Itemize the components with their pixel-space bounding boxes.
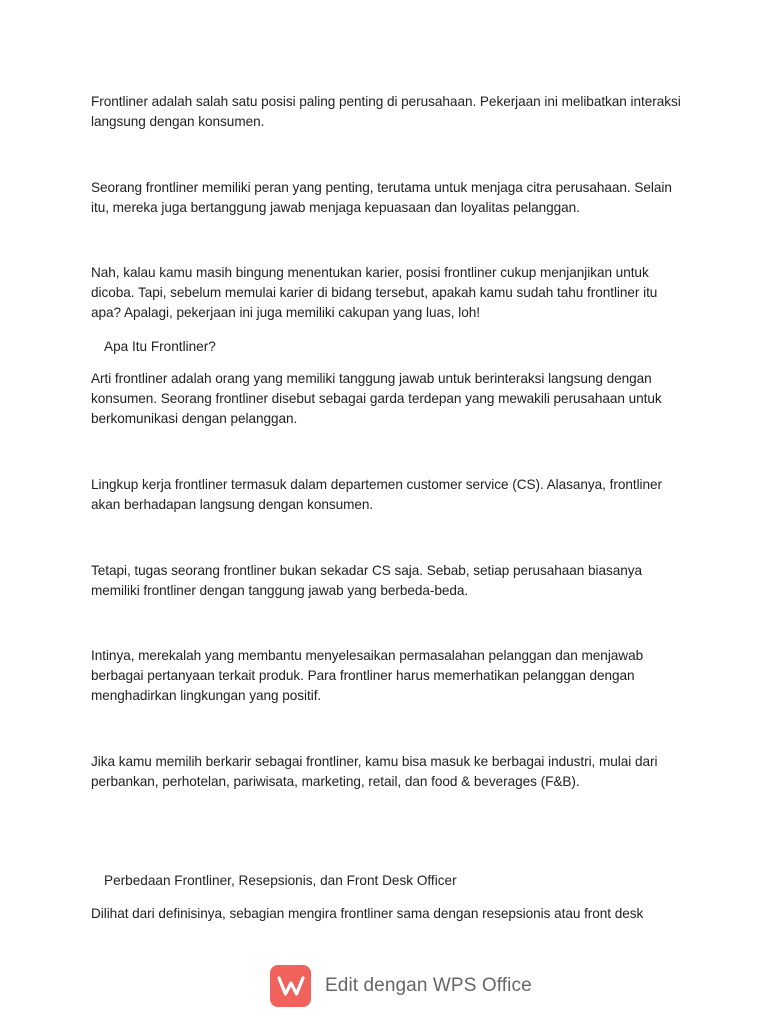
paragraph-industries: Jika kamu memilih berkarir sebagai frontliner, kamu bisa masuk ke berbagai industri, mulai dari perbankan, perhotelan, pariwisata, marketing, retail, dan food & beverages (F&B). <box>91 754 658 789</box>
paragraph-essence: Intinya, merekalah yang membantu menyelesaikan permasalahan pelanggan dan menjawab berbagai pertanyaan terkait produk. Para frontliner harus memerhatikan pelanggan dengan menghadirkan lingkungan yang positif. <box>91 648 644 703</box>
paragraph-duties: Tetapi, tugas seorang frontliner bukan sekadar CS saja. Sebab, setiap perusahaan biasanya memiliki frontliner dengan tanggung jawab yang berbeda-beda. <box>91 563 642 598</box>
wps-edit-label[interactable]: Edit dengan WPS Office <box>325 975 532 996</box>
heading-what-is-frontliner: Apa Itu Frontliner? <box>104 339 216 354</box>
heading-differences: Perbedaan Frontliner, Resepsionis, dan Front Desk Officer <box>104 873 457 888</box>
paragraph-intro: Frontliner adalah salah satu posisi paling penting di perusahaan. Pekerjaan ini melibatkan interaksi langsung dengan konsumen. <box>91 94 681 129</box>
wps-edit-banner[interactable] <box>270 964 532 1008</box>
wps-office-logo-icon <box>270 965 311 1007</box>
paragraph-role: Seorang frontliner memiliki peran yang penting, terutama untuk menjaga citra perusahaan. Selain itu, mereka juga bertanggung jawab menjaga kepuasaan dan loyalitas pelanggan. <box>91 180 672 215</box>
paragraph-comparison: Dilihat dari definisinya, sebagian mengira frontliner sama dengan resepsionis atau front desk <box>91 906 644 921</box>
paragraph-scope: Lingkup kerja frontliner termasuk dalam departemen customer service (CS). Alasanya, frontliner akan berhadapan langsung dengan konsumen. <box>91 477 663 512</box>
paragraph-career: Nah, kalau kamu masih bingung menentukan karier, posisi frontliner cukup menjanjikan untuk dicoba. Tapi, sebelum memulai karier di bidang tersebut, apakah kamu sudah tahu frontliner itu apa? Apalagi, pekerjaan ini juga memiliki cakupan yang luas, loh! <box>91 265 658 320</box>
paragraph-definition: Arti frontliner adalah orang yang memiliki tanggung jawab untuk berinteraksi langsung dengan konsumen. Seorang frontliner disebut sebagai garda terdepan yang mewakili perusahaan untuk berkomunikasi dengan pelanggan. <box>91 371 662 426</box>
